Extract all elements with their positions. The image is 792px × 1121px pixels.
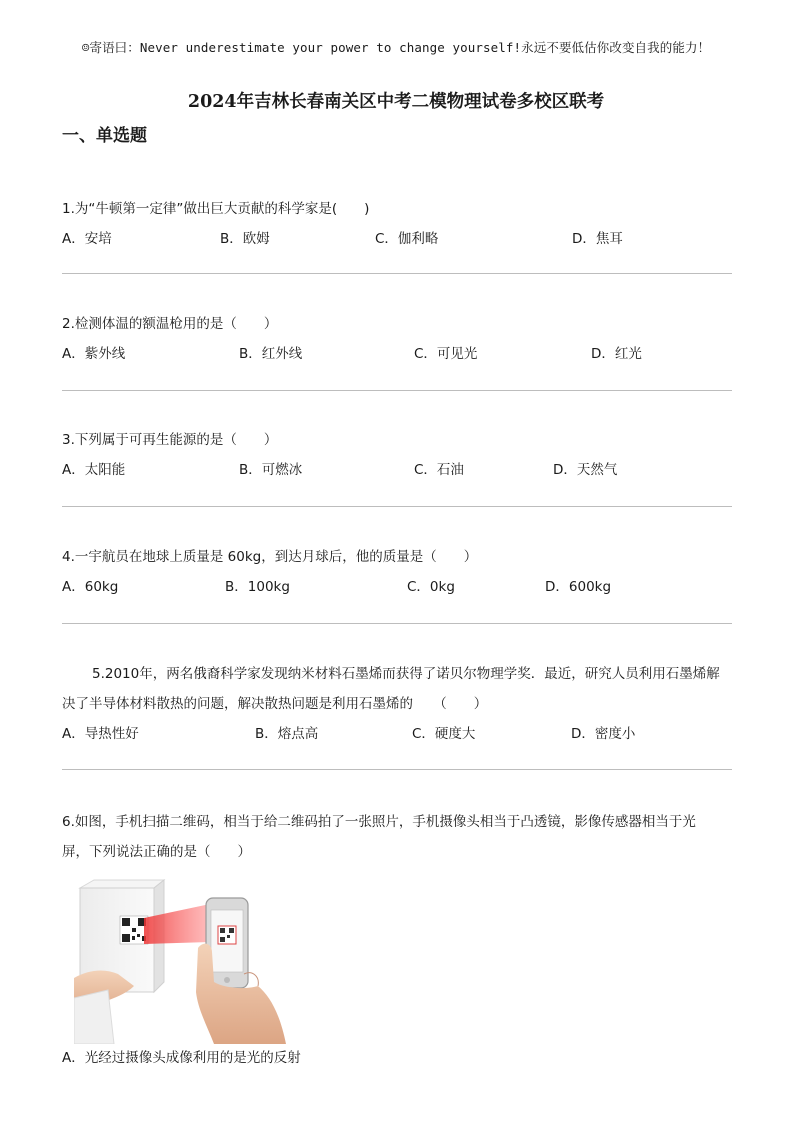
question-5-stem-line-2: 决了半导体材料散热的问题，解决散热问题是利用石墨烯的 （ ） xyxy=(62,696,488,712)
question-6-option-a: A．光经过摄像头成像利用的是光的反射 xyxy=(62,1050,301,1066)
question-5 xyxy=(62,659,734,749)
option-a: A．紫外线 xyxy=(62,346,126,362)
question-2 xyxy=(62,309,734,369)
qr-code-icon xyxy=(120,916,148,944)
question-1 xyxy=(62,194,734,254)
question-4-stem: 4.一宇航员在地球上质量是 60kg，到达月球后，他的质量是（ ） xyxy=(62,549,478,565)
divider xyxy=(62,769,732,770)
divider xyxy=(62,273,732,274)
question-3 xyxy=(62,425,734,485)
qr-scan-illustration xyxy=(74,878,302,1044)
question-4 xyxy=(62,542,734,602)
option-a: A．安培 xyxy=(62,231,112,247)
option-c: C．硬度大 xyxy=(412,726,476,742)
question-1-options xyxy=(62,224,734,254)
question-3-stem: 3.下列属于可再生能源的是（ ） xyxy=(62,432,278,448)
question-4-options xyxy=(62,572,734,602)
page-title: 2024年吉林长春南关区中考二模物理试卷多校区联考 xyxy=(187,92,605,112)
divider xyxy=(62,623,732,624)
option-d: D．天然气 xyxy=(553,462,618,478)
option-b: B．100kg xyxy=(225,579,290,595)
divider xyxy=(62,506,732,507)
option-c: C．可见光 xyxy=(414,346,478,362)
question-3-options xyxy=(62,455,734,485)
option-c: C．0kg xyxy=(407,579,455,595)
option-b: B．熔点高 xyxy=(255,726,319,742)
question-2-options xyxy=(62,339,734,369)
question-6-stem-line-2: 屏，下列说法正确的是（ ） xyxy=(62,844,251,860)
option-a: A．60kg xyxy=(62,579,119,595)
question-1-stem: 1.为“牛顿第一定律”做出巨大贡献的科学家是( ) xyxy=(62,201,370,217)
option-d: D．密度小 xyxy=(571,726,636,742)
option-b: B．可燃冰 xyxy=(239,462,303,478)
option-b: B．红外线 xyxy=(239,346,303,362)
question-5-options xyxy=(62,719,734,749)
question-6 xyxy=(62,807,734,867)
option-c: C．伽利略 xyxy=(375,231,439,247)
question-2-stem: 2.检测体温的额温枪用的是（ ） xyxy=(62,316,278,332)
option-c: C．石油 xyxy=(414,462,464,478)
question-6-stem-line-1: 6.如图，手机扫描二维码，相当于给二维码拍了一张照片，手机摄像头相当于凸透镜，影像传感器相当于光 xyxy=(62,814,696,830)
motto-line: ☺寄语曰：Never underestimate your power to change yourself!永远不要低估你改变自我的能力！ xyxy=(81,40,711,55)
divider xyxy=(62,390,732,391)
option-d: D．红光 xyxy=(591,346,642,362)
option-d: D．600kg xyxy=(545,579,612,595)
option-d: D．焦耳 xyxy=(572,231,623,247)
option-a: A．导热性好 xyxy=(62,726,139,742)
option-b: B．欧姆 xyxy=(220,231,270,247)
question-5-stem-line-1: 5.2010年，两名俄裔科学家发现纳米材料石墨烯而获得了诺贝尔物理学奖．最近，研究人员利用石墨烯解 xyxy=(92,666,720,682)
section-heading: 一、单选题 xyxy=(62,126,147,146)
option-a: A．太阳能 xyxy=(62,462,126,478)
